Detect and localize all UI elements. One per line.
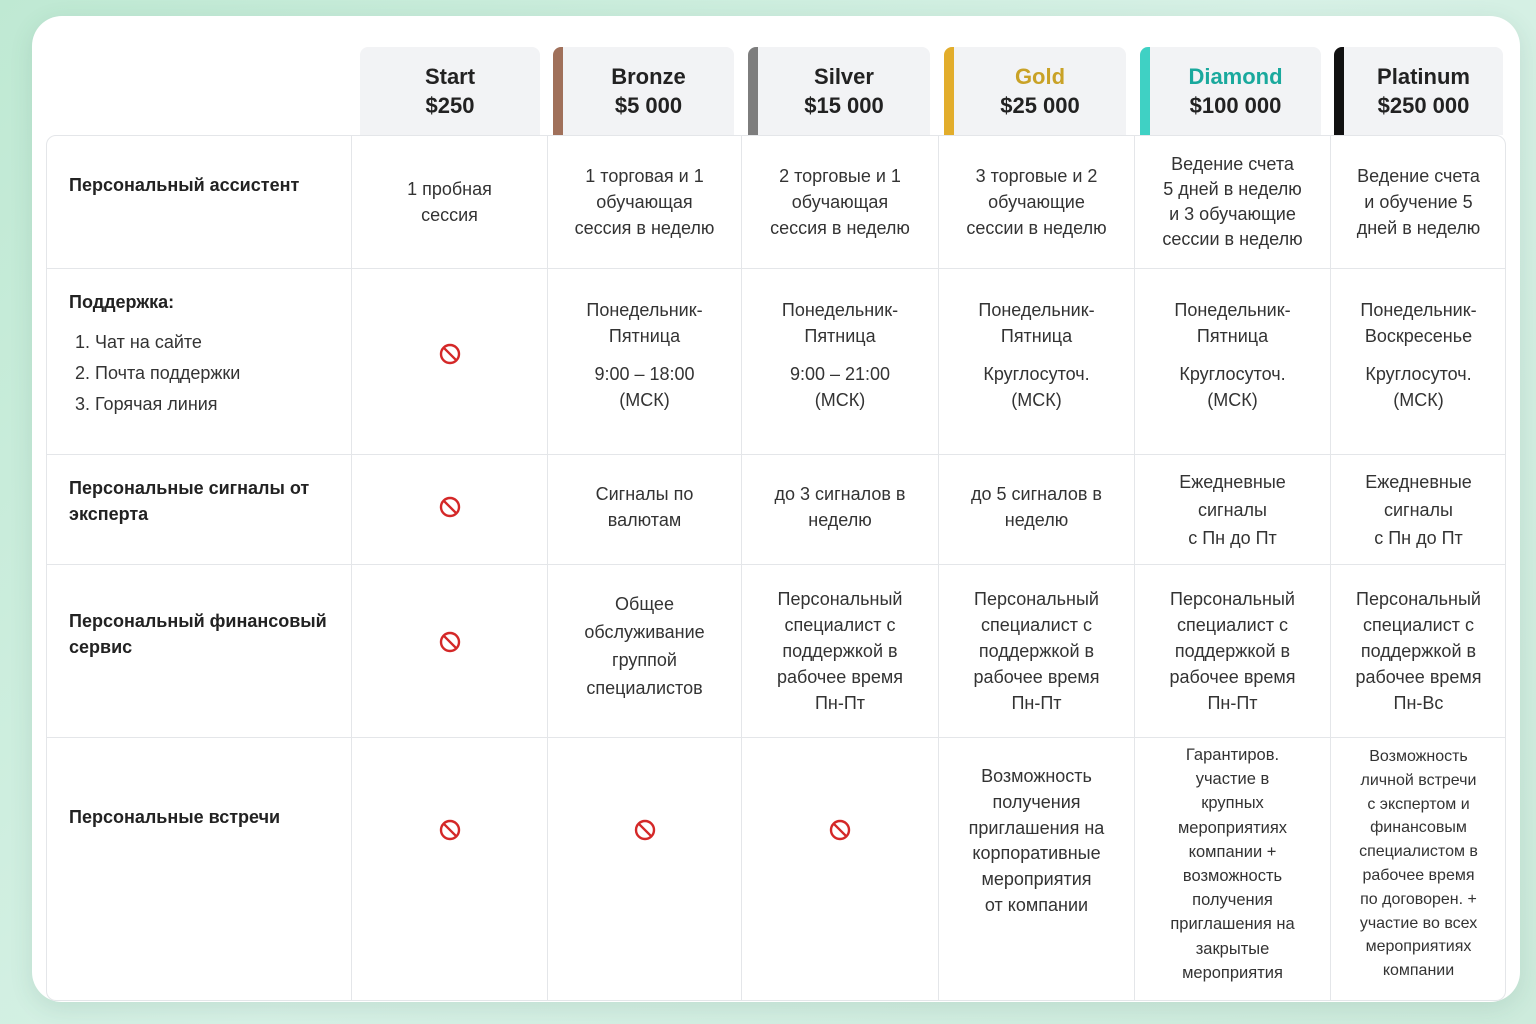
cell-finance-start [352, 565, 547, 719]
cell-finance-platinum: Персональный специалист с поддержкой в рабочее время Пн-Вс [1355, 589, 1482, 713]
no-entry-icon [439, 819, 461, 841]
tier-gold [944, 47, 1126, 135]
tier-price: $5 000 [614, 93, 683, 118]
cell-support-start [352, 269, 547, 439]
tier-diamond [1140, 47, 1321, 135]
tier-price: $250 000 [1377, 93, 1470, 118]
tier-price: $15 000 [804, 93, 884, 118]
tier-name: Gold [1014, 64, 1066, 89]
row-divider [46, 737, 1506, 738]
row-label-support: Поддержка: [69, 292, 175, 312]
cell-meetings-gold: Возможность получения приглашения на корпоративные мероприятия от компании [968, 766, 1105, 915]
cell-assistant-platinum: Ведение счета и обучение 5 дней в неделю [1356, 166, 1481, 238]
cell-meetings-start [352, 760, 547, 900]
tier-start [360, 47, 540, 135]
tier-price: $100 000 [1189, 93, 1282, 118]
no-entry-icon [439, 496, 461, 518]
cell-support-diamond: Понедельник- Пятница Круглосуточ. (МСК) [1174, 300, 1291, 410]
cell-assistant-gold: 3 торговые и 2 обучающие сессии в неделю [966, 166, 1107, 238]
cell-signals-gold: до 5 сигналов в неделю [971, 484, 1102, 530]
cell-assistant-silver: 2 торговые и 1 обучающая сессия в неделю [770, 166, 910, 238]
cell-finance-gold: Персональный специалист с поддержкой в рабочее время Пн-Пт [973, 589, 1100, 713]
tier-name: Platinum [1377, 64, 1470, 89]
list-item: 1. Чат на сайте [75, 332, 202, 352]
tier-price: $250 [425, 93, 475, 118]
cell-assistant-diamond: Ведение счета 5 дней в неделю и 3 обучающие сессии в неделю [1162, 154, 1303, 249]
tier-name: Diamond [1188, 64, 1283, 89]
cell-signals-bronze: Сигналы по валютам [595, 484, 694, 530]
row-label-signals: Персональные сигналы от эксперта [69, 478, 310, 524]
list-item: 2. Почта поддержки [75, 363, 241, 383]
cell-signals-start [352, 455, 547, 559]
cell-assistant-bronze: 1 торговая и 1 обучающая сессия в неделю [574, 166, 715, 238]
tier-bronze [553, 47, 734, 135]
cell-meetings-platinum: Возможность личной встречи с экспертом и финансовым специалистом в рабочее время по договорен. + участие во всех мероприятиях компании [1359, 748, 1478, 980]
cell-meetings-silver [742, 760, 938, 900]
row-label-finance: Персональный финансовый сервис [69, 611, 327, 657]
no-entry-icon [439, 631, 461, 653]
list-item: 3. Горячая линия [75, 394, 218, 414]
cell-support-platinum: Понедельник- Воскресенье Круглосуточ. (МСК) [1360, 300, 1477, 410]
cell-signals-platinum: Ежедневные сигналы с Пн до Пт [1365, 472, 1472, 548]
no-entry-icon [829, 819, 851, 841]
cell-support-gold: Понедельник- Пятница Круглосуточ. (МСК) [978, 300, 1095, 410]
no-entry-icon [634, 819, 656, 841]
tier-name: Silver [814, 64, 874, 89]
tier-silver [748, 47, 930, 135]
cell-support-bronze: Понедельник- Пятница 9:00 – 18:00 (МСК) [586, 300, 703, 410]
support-channel-list [75, 327, 240, 420]
row-divider [46, 268, 1506, 269]
tier-platinum [1334, 47, 1503, 135]
cell-finance-silver: Персональный специалист с поддержкой в рабочее время Пн-Пт [776, 589, 904, 713]
row-label-assistant: Персональный ассистент [69, 175, 300, 195]
cell-assistant-start: 1 пробная сессия [407, 179, 492, 225]
cell-finance-diamond: Персональный специалист с поддержкой в рабочее время Пн-Пт [1169, 589, 1296, 713]
row-label-meetings: Персональные встречи [69, 807, 281, 827]
cell-meetings-bronze [548, 760, 741, 900]
cell-signals-diamond: Ежедневные сигналы с Пн до Пт [1179, 472, 1286, 548]
cell-finance-bronze: Общее обслуживание группой специалистов [584, 594, 705, 698]
tier-name: Start [424, 64, 476, 89]
cell-signals-silver: до 3 сигналов в неделю [774, 484, 906, 530]
tier-price: $25 000 [1000, 93, 1080, 118]
no-entry-icon [439, 343, 461, 365]
cell-meetings-diamond: Гарантиров. участие в крупных мероприятиях компании + возможность получения приглашения на закрытые мероприятия [1170, 746, 1295, 982]
tier-name: Bronze [611, 64, 686, 89]
cell-support-silver: Понедельник- Пятница 9:00 – 21:00 (МСК) [781, 300, 899, 410]
